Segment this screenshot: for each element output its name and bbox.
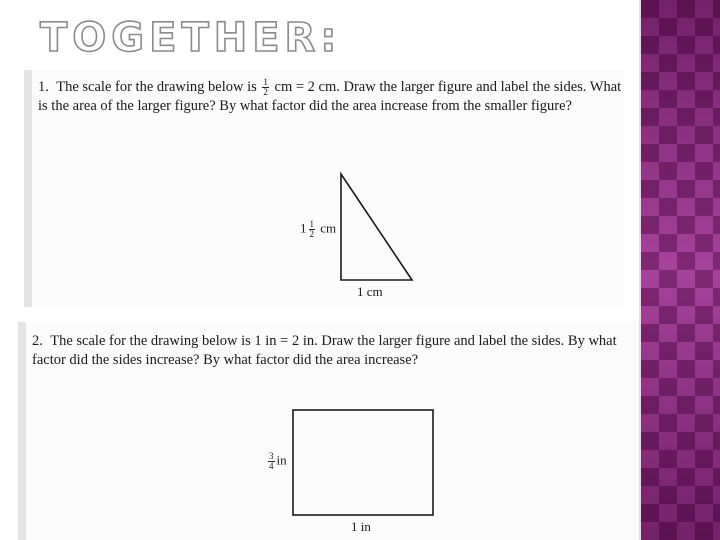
label-unit: in xyxy=(276,452,287,468)
label-fraction xyxy=(268,452,275,471)
fraction-denominator: 2 xyxy=(263,87,268,98)
base-label: 1 in xyxy=(351,519,371,534)
problem-text: cm = 2 cm. Draw the larger figure and label the sides. What is the area of the larger figure? By what factor did the area increase from the smaller figure? xyxy=(38,79,622,115)
label-unit: cm xyxy=(320,220,337,236)
right-triangle xyxy=(341,174,412,280)
problem-text: The scale for the drawing below is xyxy=(56,79,257,95)
problem-number: 2. xyxy=(32,333,43,349)
fraction-numerator: 3 xyxy=(269,451,274,461)
problem-number: 1. xyxy=(38,79,49,95)
label-whole: 1 xyxy=(300,220,307,236)
worksheet-scan-1 xyxy=(24,70,624,307)
fraction-numerator: 1 xyxy=(309,219,314,229)
base-label: 1 cm xyxy=(357,284,383,299)
decorative-pattern-strip xyxy=(641,0,720,540)
problem-text: The scale for the drawing below is 1 in = 2 in. Draw the larger figure and label the sides. By what factor did the sides increase? By what factor did the area increase? xyxy=(32,333,617,368)
rectangle-figure xyxy=(26,322,636,540)
rectangle-shape xyxy=(293,410,433,515)
worksheet-scan-2 xyxy=(18,322,636,540)
label-fraction xyxy=(309,220,316,239)
fraction-numerator: 1 xyxy=(263,77,268,88)
fraction-denominator: 4 xyxy=(269,461,274,471)
triangle-figure xyxy=(32,70,624,307)
slide-title: TOGETHER: xyxy=(40,15,342,61)
side-label xyxy=(266,452,287,471)
height-label xyxy=(300,220,336,239)
fraction-denominator: 2 xyxy=(309,229,314,239)
